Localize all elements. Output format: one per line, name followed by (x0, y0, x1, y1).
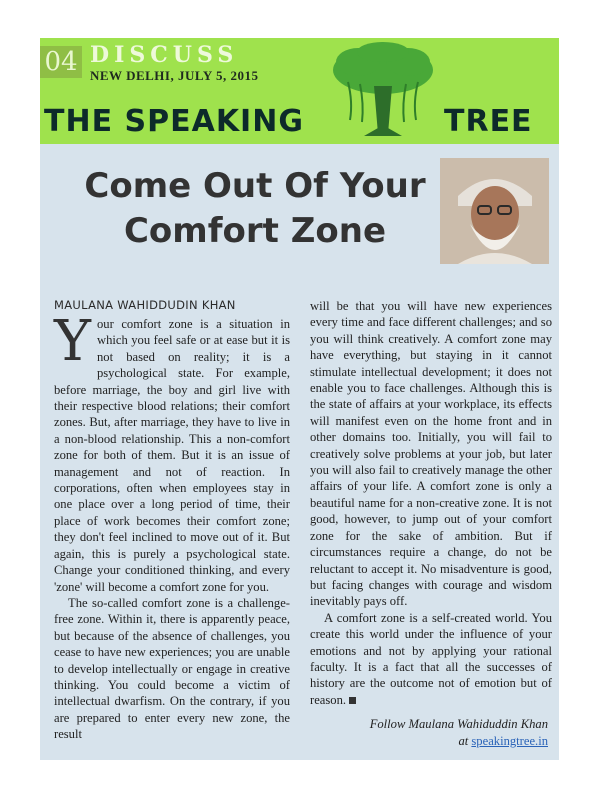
follow-at: at (458, 734, 469, 748)
brand-title-left: THE SPEAKING (44, 104, 304, 139)
tree-logo-icon (328, 42, 438, 142)
headline-line-1: Come Out Of Your (84, 166, 426, 206)
follow-text: Follow Maulana Wahiduddin Khan (369, 717, 548, 731)
paragraph-3: will be that you will have new experiences every time and face different challenges; and so you will think creatively. A comfort zone may have everything, but staying in it cannot stimulate intellectual development; it does not enable you to face challenges. Although this is the state of affairs at your workplace, its effects will manifest even on the home front and in other domains too. Initially, you will fail to creatively solve problems at your job, but later you will also fail to creatively manage the other affairs of your life. A comfort zone is only a beautiful name for a non-creative zone. It is not good, however, to jump out of your comfort zone for the sake of ambition. But if circumstances require a change, do not be reluctant to accept it. No misadventure is good, but facing changes with courage and wisdom inevitably pays off. (310, 299, 552, 609)
headline (60, 164, 450, 254)
end-mark-icon (349, 697, 356, 704)
byline: MAULANA WAHIDDUDIN KHAN (54, 298, 236, 312)
newspaper-page (40, 38, 559, 760)
page-number: 04 (40, 46, 82, 78)
paragraph-4 (310, 610, 552, 708)
headline-line-2: Comfort Zone (123, 211, 387, 251)
dateline: NEW DELHI, JULY 5, 2015 (90, 68, 259, 83)
section-title: DISCUSS (90, 42, 239, 68)
article-column-1 (54, 309, 290, 756)
paragraph-2: The so-called comfort zone is a challenge-free zone. Within it, there is apparently peace, but because of the absence of challenges, you cease to have new experiences; you are unable to develop intellectually or engage in creative thinking. You could become a victim of intellectual dwarfism. On the contrary, if you are prepared to enter every new zone, the result (54, 595, 290, 742)
paragraph-1: our comfort zone is a situation in which you feel safe or at ease but it is not based on reality; it is a psychological state. For example, before marriage, the boy and girl live with their respective blood relations; their comfort zones. But, after marriage, they have to live in a non-blood relationship. This a non-comfort zone for both of them. But it is an issue of management and not of reaction. In corporations, often when employees stay in one place over a long period of time, their place of work becomes their comfort zone; they don't feel inclined to move out of it. But again, this is purely a psychological state. Change your conditioned thinking, and every 'zone' will become a comfort zone for you. (54, 317, 290, 594)
speakingtree-link[interactable]: speakingtree.in (471, 734, 548, 748)
paragraph-4-text: A comfort zone is a self-created world. You create this world under the influence of your emotions and not by applying your rational faculty. It is a fact that all the successes of history are the outcome not of emotion but of reason. (310, 610, 552, 707)
author-photo (440, 158, 549, 264)
masthead (40, 38, 559, 144)
follow-credit (310, 716, 548, 750)
drop-cap: Y (54, 309, 91, 374)
article-column-2 (310, 298, 552, 758)
brand-title-right: TREE (444, 104, 533, 139)
